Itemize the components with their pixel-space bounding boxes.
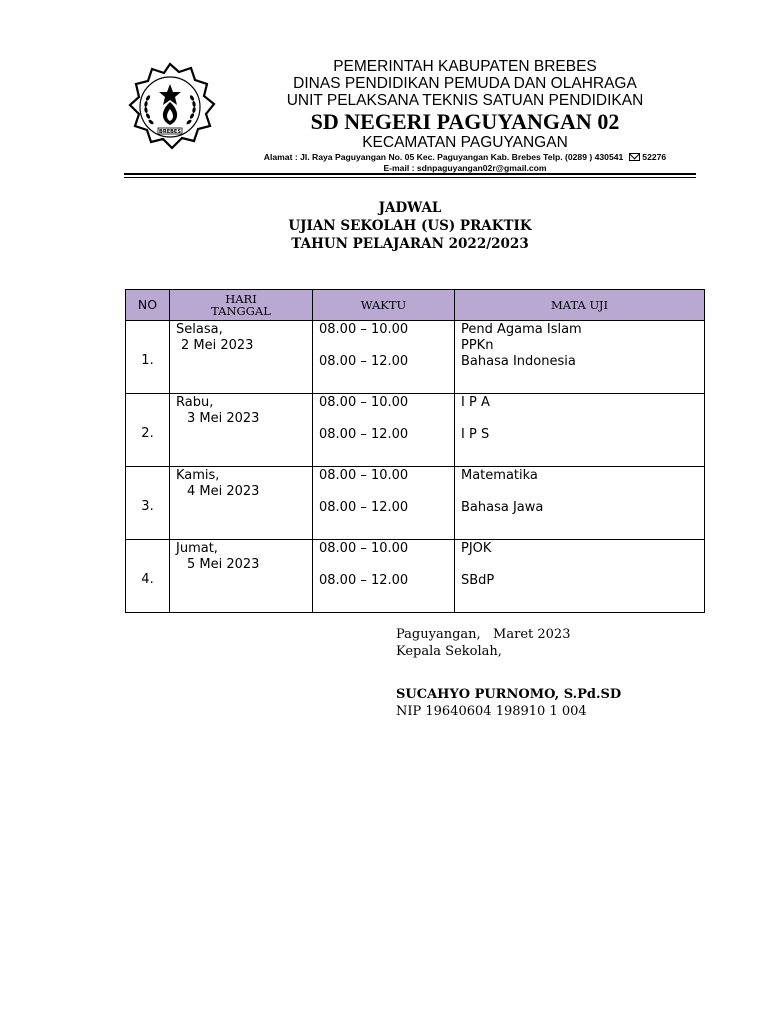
header-no: NO [126, 290, 170, 321]
letterhead-government: PEMERINTAH KABUPATEN BREBES [333, 58, 597, 75]
row-day: Selasa, [176, 322, 223, 337]
letterhead [225, 58, 705, 173]
subject: Pend Agama Islam [461, 322, 582, 337]
time-slot: 08.00 – 10.00 [319, 395, 409, 410]
header-hari-tanggal [170, 290, 313, 321]
table-row [126, 321, 705, 394]
row-date: 4 Mei 2023 [187, 484, 260, 499]
letterhead-district: KECAMATAN PAGUYANGAN [362, 134, 568, 151]
subject: I P A [461, 395, 490, 410]
subject: PPKn [461, 338, 494, 353]
row-day: Kamis, [176, 468, 220, 483]
row-day: Rabu, [176, 395, 214, 410]
letterhead-address [225, 152, 705, 163]
row-date: 3 Mei 2023 [187, 411, 260, 426]
time-slot: 08.00 – 12.00 [319, 427, 409, 442]
title-line-3: TAHUN PELAJARAN 2022/2023 [291, 236, 529, 252]
row-day-date [170, 467, 313, 540]
time-slot: 08.00 – 10.00 [319, 541, 409, 556]
district-emblem-icon [124, 62, 216, 154]
schedule-table [125, 289, 705, 613]
svg-text:BREBES: BREBES [159, 129, 181, 135]
subject: I P S [461, 427, 490, 442]
row-day-date [170, 321, 313, 394]
time-slot: 08.00 – 12.00 [319, 500, 409, 515]
row-date: 5 Mei 2023 [187, 557, 260, 572]
signatory-nip: NIP 19640604 198910 1 004 [396, 704, 587, 719]
time-slot: 08.00 – 12.00 [319, 573, 409, 588]
document-title [160, 199, 660, 253]
signature-place-date: Paguyangan, Maret 2023 [396, 627, 571, 642]
time-slot: 08.00 – 12.00 [319, 354, 409, 369]
title-line-2: UJIAN SEKOLAH (US) PRAKTIK [288, 218, 532, 234]
letterhead-divider-thin [124, 177, 696, 178]
row-subjects [455, 394, 705, 467]
row-time [313, 467, 455, 540]
row-number: 3. [126, 467, 170, 540]
row-subjects [455, 321, 705, 394]
row-day: Jumat, [176, 541, 218, 556]
row-time [313, 394, 455, 467]
row-day-date [170, 540, 313, 613]
letterhead-email: E-mail : sdnpaguyangan02r@gmail.com [383, 163, 547, 173]
row-subjects [455, 540, 705, 613]
row-number: 4. [126, 540, 170, 613]
header-mata-uji: MATA UJI [455, 290, 705, 321]
address-text: Alamat : Jl. Raya Paguyangan No. 05 Kec. Paguyangan Kab. Brebes Telp. (0289 ) 430541 [263, 152, 624, 162]
row-number: 1. [126, 321, 170, 394]
signature-position: Kepala Sekolah, [396, 644, 502, 659]
header-waktu: WAKTU [313, 290, 455, 321]
envelope-icon [629, 153, 640, 161]
row-subjects [455, 467, 705, 540]
header-tanggal: TANGGAL [211, 304, 271, 318]
letterhead-divider [124, 173, 696, 175]
postal-code: 52276 [642, 152, 667, 162]
title-line-1: JADWAL [378, 200, 442, 216]
time-slot: 08.00 – 10.00 [319, 322, 409, 337]
row-time [313, 321, 455, 394]
table-row [126, 540, 705, 613]
row-time [313, 540, 455, 613]
subject: SBdP [461, 573, 495, 588]
row-day-date [170, 394, 313, 467]
subject: Bahasa Indonesia [461, 354, 576, 369]
subject: Matematika [461, 468, 538, 483]
school-name: SD NEGERI PAGUYANGAN 02 [310, 109, 620, 134]
row-number: 2. [126, 394, 170, 467]
subject: PJOK [461, 541, 492, 556]
letterhead-unit: UNIT PELAKSANA TEKNIS SATUAN PENDIDIKAN [286, 92, 644, 109]
header-hari: HARI [225, 292, 257, 306]
time-slot: 08.00 – 10.00 [319, 468, 409, 483]
signatory-name: SUCAHYO PURNOMO, S.Pd.SD [396, 687, 622, 702]
signature-block [396, 626, 621, 720]
row-date: 2 Mei 2023 [181, 338, 254, 353]
subject: Bahasa Jawa [461, 500, 544, 515]
table-header-row [126, 290, 705, 321]
table-row [126, 467, 705, 540]
letterhead-department: DINAS PENDIDIKAN PEMUDA DAN OLAHRAGA [293, 75, 637, 92]
table-row [126, 394, 705, 467]
